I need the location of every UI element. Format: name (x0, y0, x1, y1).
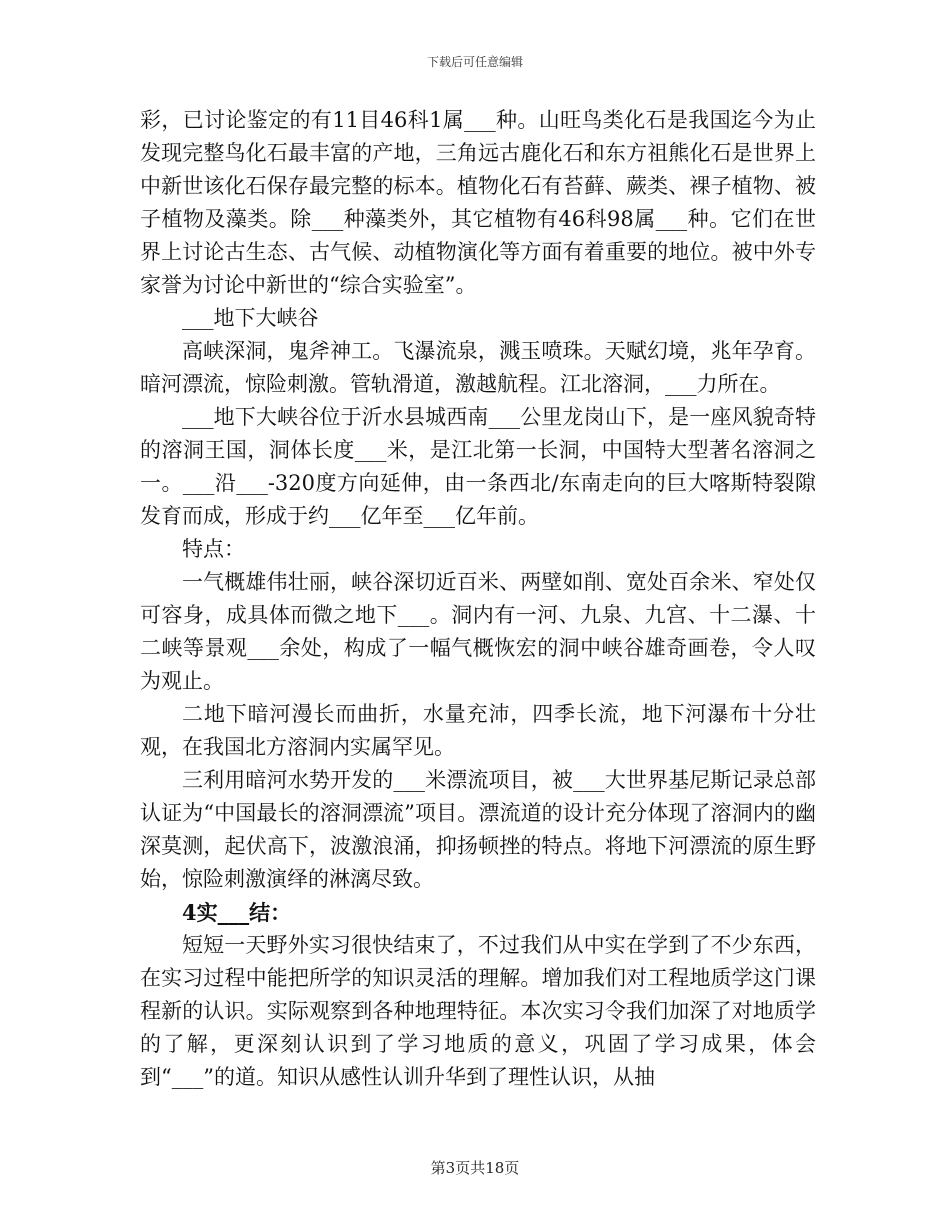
paragraph-feature-two: 二地下暗河漫长而曲折，水量充沛，四季长流，地下河瀑布十分壮观，在我国北方溶洞内实属罕见。 (140, 702, 816, 759)
page-header: 下载后可任意编辑 (426, 55, 523, 69)
paragraph-summary: 短短一天野外实习很快结束了，不过我们从中实在学到了不少东西，在实习过程中能把所学的知识灵活的理解。增加我们对工程地质学这门课程新的认识。实际观察到各种地理特征。本次实习令我们加深了对地质学的了解，更深刻认识到了学习地质的意义，巩固了学习成果，体会到“___”的道。知识从感性认训升华到了理性认识，从抽 (140, 933, 816, 1089)
paragraph-canyon-location: ___地下大峡谷位于沂水县城西南___公里龙岗山下，是一座风貌奇特的溶洞王国，洞体长度___米，是江北第一长洞，中国特大型著名溶洞之一。___沿___-320度方向延伸，由一条西北/东南走向的巨大喀斯特裂隙发育而成，形成于约___亿年至___亿年前。 (140, 405, 816, 528)
section-heading-summary: 4实___结： (182, 900, 292, 925)
paragraph-canyon-title: ___地下大峡谷 (182, 306, 319, 330)
page-footer: 第3页共18页 (430, 1159, 520, 1177)
document-body (140, 104, 816, 1094)
paragraph-features-label: 特点： (182, 537, 245, 561)
paragraph-fossils: 彩，已讨论鉴定的有11目46科1属___种。山旺鸟类化石是我国迄今为止发现完整鸟化石最丰富的产地，三角远古鹿化石和东方祖熊化石是世界上中新世该化石保存最完整的标本。植物化石有苔藓、蕨类、裸子植物、被子植物及藻类。除___种藻类外，其它植物有46科98属___种。它们在世界上讨论古生态、古气候、动植物演化等方面有着重要的地位。被中外专家誉为讨论中新世的“综合实验室”。 (140, 108, 816, 297)
paragraph-feature-three: 三利用暗河水势开发的___米漂流项目，被___大世界基尼斯记录总部认证为“中国最长的溶洞漂流”项目。漂流道的设计充分体现了溶洞内的幽深莫测，起伏高下，波激浪涌，抑扬顿挫的特点。将地下河漂流的原生野始，惊险刺激演绎的淋漓尽致。 (140, 768, 816, 891)
paragraph-feature-one: 一气概雄伟壮丽，峡谷深切近百米、两壁如削、宽处百余米、窄处仅可容身，成具体而微之地下___。洞内有一河、九泉、九宫、十二瀑、十二峡等景观___余处，构成了一幅气概恢宏的洞中峡谷雄奇画卷，令人叹为观止。 (140, 570, 816, 693)
paragraph-canyon-verse: 高峡深洞，鬼斧神工。飞瀑流泉，溅玉喷珠。天赋幻境，兆年孕育。暗河漂流，惊险刺激。管轨滑道，激越航程。江北溶洞，___力所在。 (140, 339, 816, 396)
